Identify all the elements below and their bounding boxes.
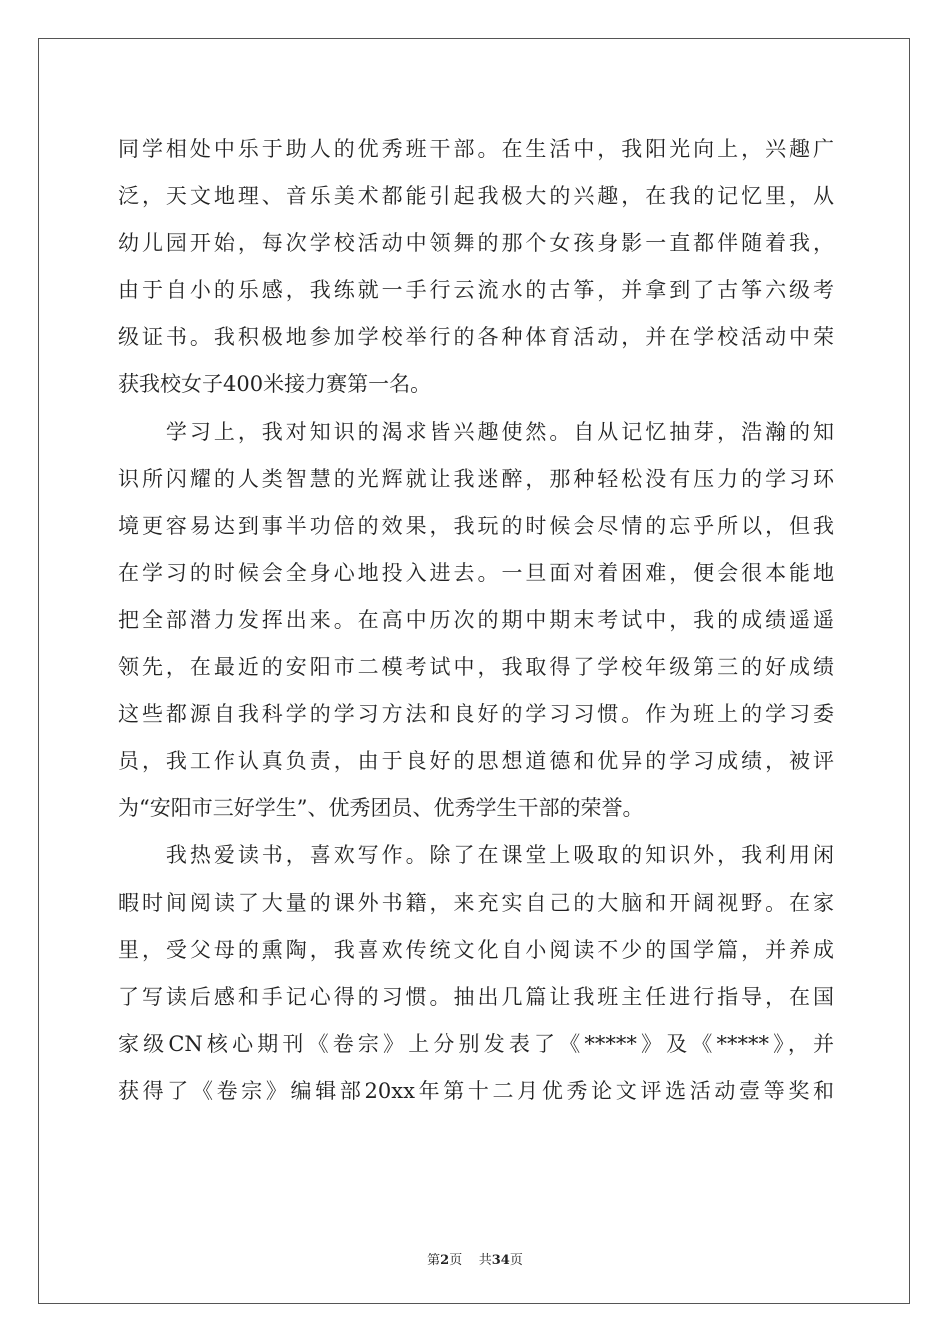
- text-line: 把全部潜力发挥出来。在高中历次的期中期末考试中，我的成绩遥遥: [118, 607, 834, 632]
- total-pages: 34: [491, 1253, 510, 1268]
- text-line: 家级CN核心期刊《卷宗》上分别发表了《*****》及《*****》，并: [118, 1031, 834, 1056]
- text-line: 境更容易达到事半功倍的效果，我玩的时候会尽情的忘乎所以，但我: [118, 513, 834, 538]
- text-line: 级证书。我积极地参加学校举行的各种体育活动，并在学校活动中荣: [118, 325, 834, 350]
- text-line: 员，我工作认真负责，由于良好的思想道德和优异的学习成绩，被评: [118, 749, 834, 774]
- page-footer: [0, 1249, 950, 1268]
- page-suffix: 页: [449, 1253, 463, 1268]
- text-line: 幼儿园开始，每次学校活动中领舞的那个女孩身影一直都伴随着我，: [118, 231, 834, 256]
- text-line: 领先，在最近的安阳市二模考试中，我取得了学校年级第三的好成绩: [118, 655, 834, 680]
- text-line: 为“安阳市三好学生”、优秀团员、优秀学生干部的荣誉。: [118, 796, 644, 821]
- page-prefix: 第: [427, 1253, 441, 1268]
- text-line: 我热爱读书，喜欢写作。除了在课堂上吸取的知识外，我利用闲: [118, 843, 834, 868]
- document-body: [118, 126, 834, 1115]
- text-line: 获我校女子400米接力赛第一名。: [118, 372, 432, 397]
- text-line: 暇时间阅读了大量的课外书籍，来充实自己的大脑和开阔视野。在家: [118, 890, 834, 915]
- text-line: 泛，天文地理、音乐美术都能引起我极大的兴趣，在我的记忆里，从: [118, 184, 834, 209]
- text-line: 里，受父母的熏陶，我喜欢传统文化自小阅读不少的国学篇，并养成: [118, 937, 834, 962]
- text-line: 学习上，我对知识的渴求皆兴趣使然。自从记忆抽芽，浩瀚的知: [118, 419, 834, 444]
- text-line: 了写读后感和手记心得的习惯。抽出几篇让我班主任进行指导，在国: [118, 984, 834, 1009]
- page-number: 2: [440, 1253, 450, 1268]
- text-line: 同学相处中乐于助人的优秀班干部。在生活中，我阳光向上，兴趣广: [118, 137, 834, 161]
- text-line: 获得了《卷宗》编辑部20xx年第十二月优秀论文评选活动壹等奖和: [118, 1078, 834, 1103]
- total-suffix: 页: [509, 1253, 523, 1268]
- text-line: 在学习的时候会全身心地投入进去。一旦面对着困难，便会很本能地: [118, 560, 834, 585]
- text-line: 识所闪耀的人类智慧的光辉就让我迷醉，那种轻松没有压力的学习环: [118, 466, 834, 491]
- text-line: 由于自小的乐感，我练就一手行云流水的古筝，并拿到了古筝六级考: [118, 278, 834, 303]
- text-line: 这些都源自我科学的学习方法和良好的学习习惯。作为班上的学习委: [118, 702, 834, 727]
- total-prefix: 共: [478, 1253, 492, 1268]
